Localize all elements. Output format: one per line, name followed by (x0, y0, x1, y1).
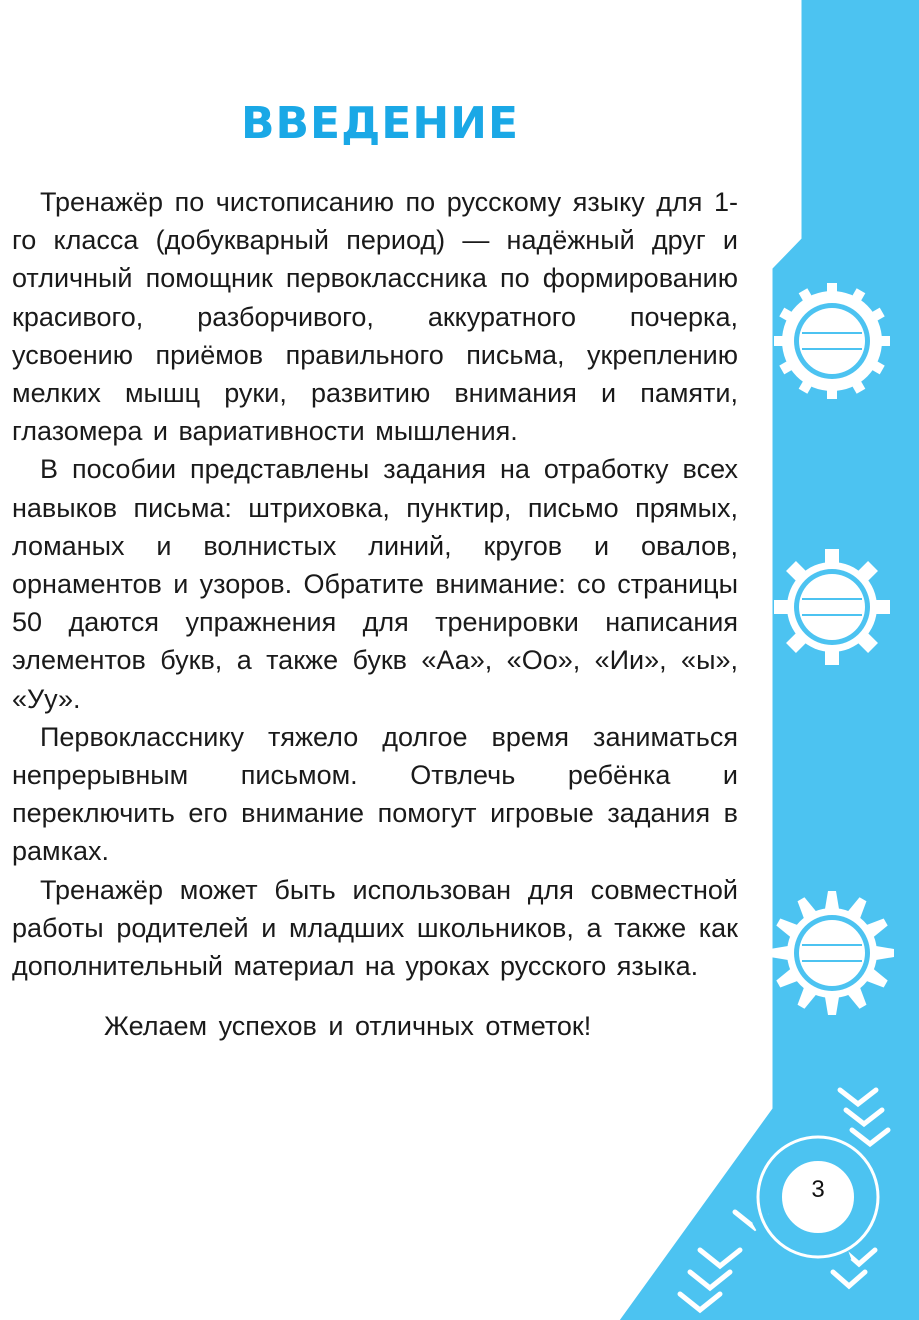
paragraph: В пособии представлены задания на отработку всех навыков письма: штриховка, пунктир, письмо прямых, ломаных и волнистых линий, кругов и овалов, орнаментов и узоров. Обратите внимание: со страницы 50 даются упражнения для тренировки написания элементов букв, а также букв «Аа», «Оо», «Ии», «ы», «Уу». (12, 454, 738, 714)
paragraph: Тренажёр по чистописанию по русскому языку для 1-го класса (добукварный период) — надёжный друг и отличный помощник первоклассника по формированию красивого, разборчивого, аккуратного почерка, усвоению приёмов правильного письма, укреплению мелких мышц руки, развитию внимания и памяти, глазомера и вариативности мышления. (12, 187, 738, 447)
gear-icon (774, 549, 890, 665)
intro-text (12, 183, 738, 1045)
paragraph: Тренажёр может быть использован для совместной работы родителей и младших школьников, а также как дополнительный материал на уроках русского языка. (12, 874, 738, 982)
paragraph: Первокласснику тяжело долгое время заниматься непрерывным письмом. Отвлечь ребёнка и переключить его внимание помогут игровые задания в рамках. (12, 721, 738, 867)
closing-wish: Желаем успехов и отличных отметок! (104, 1011, 592, 1042)
page-number: 3 (811, 1176, 825, 1203)
page-title: ВВЕДЕНИЕ (240, 98, 520, 149)
